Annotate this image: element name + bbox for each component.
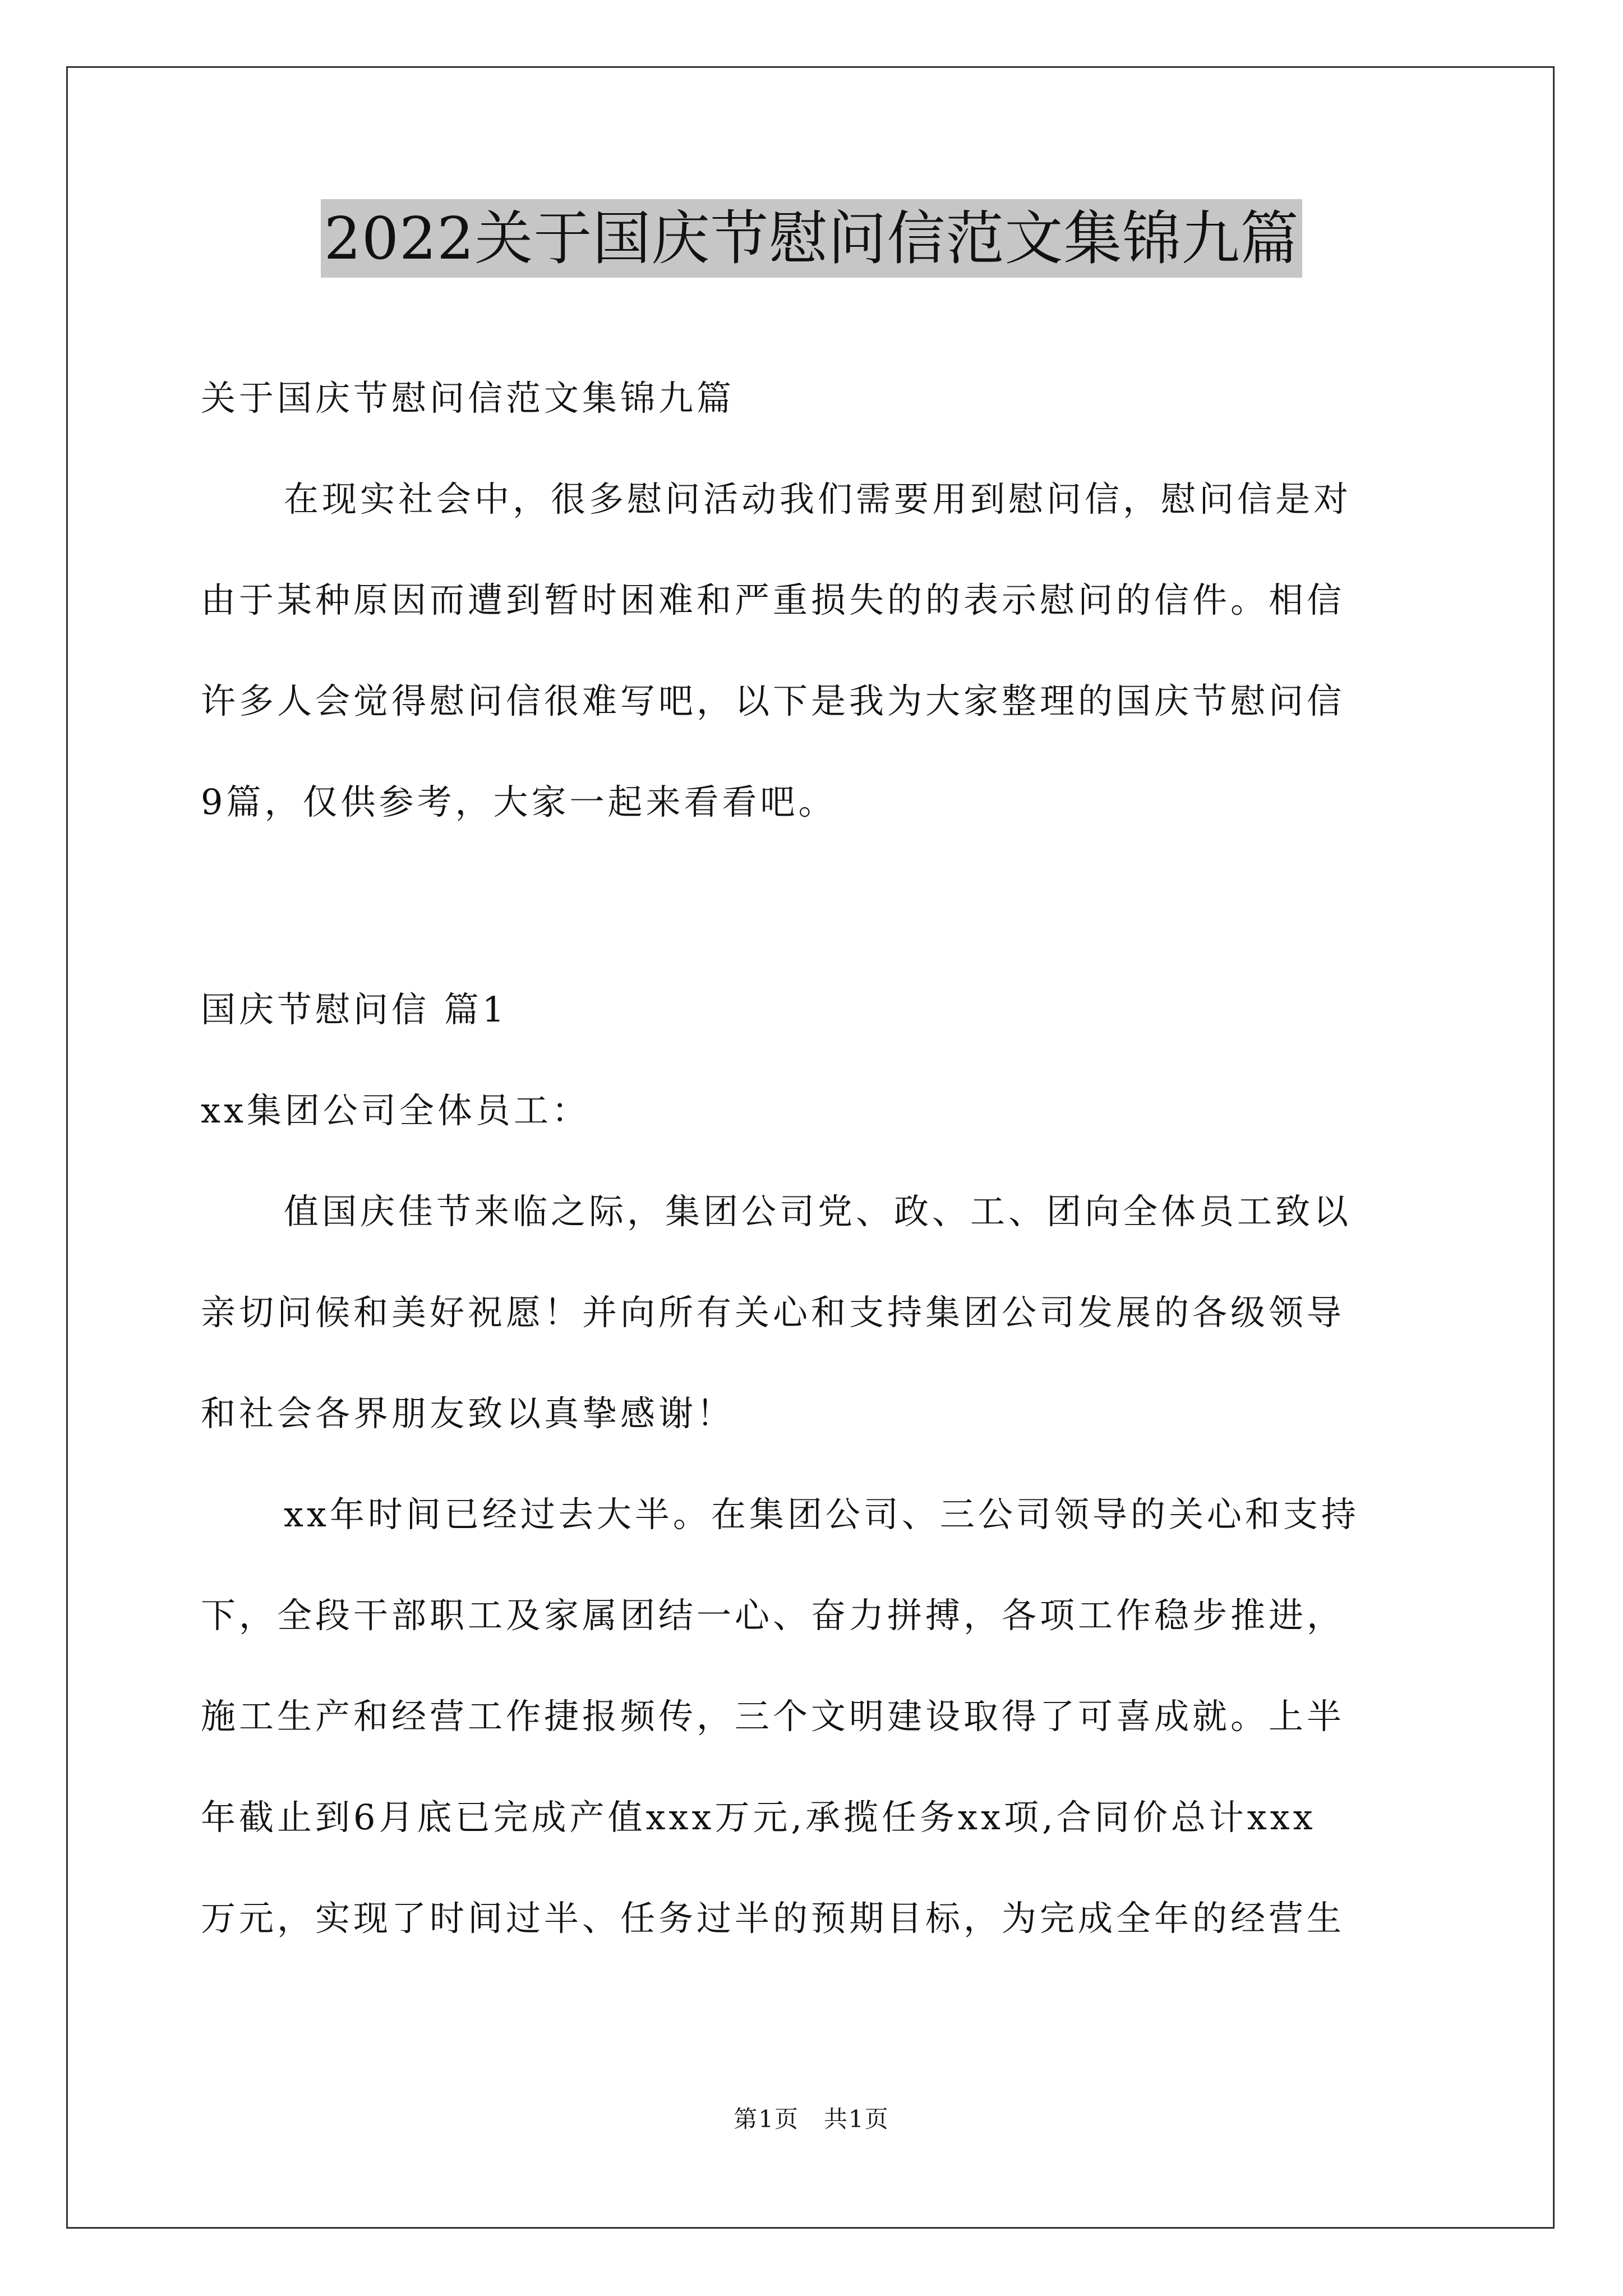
document-title: 2022关于国庆节慰问信范文集锦九篇 [321, 199, 1303, 278]
para1-line-2: 亲切问候和美好祝愿！并向所有关心和支持集团公司发展的各级领导 [201, 1292, 1345, 1333]
para1-line-3: 和社会各界朋友致以真挚感谢！ [201, 1393, 735, 1434]
para1-line-1: 值国庆佳节来临之际，集团公司党、政、工、团向全体员工致以 [284, 1191, 1352, 1232]
document-body [201, 348, 1435, 1969]
para2-line-2: 下，全段干部职工及家属团结一心、奋力拼搏，各项工作稳步推进， [201, 1595, 1345, 1636]
para2-line-4: 年截止到6月底已完成产值xxx万元,承揽任务xx项,合同价总计xxx [201, 1797, 1316, 1838]
intro-line-3: 许多人会觉得慰问信很难写吧，以下是我为大家整理的国庆节慰问信 [201, 680, 1345, 721]
intro-line-2: 由于某种原因而遭到暂时困难和严重损失的的表示慰问的信件。相信 [201, 579, 1345, 620]
page-footer: 第1页 共1页 [734, 2105, 889, 2133]
subtitle: 关于国庆节慰问信范文集锦九篇 [201, 378, 735, 418]
intro-line-4: 9篇，仅供参考，大家一起来看看吧。 [201, 781, 837, 822]
section-heading: 国庆节慰问信 篇1 [201, 989, 508, 1030]
title-container [0, 199, 1623, 278]
para2-line-5: 万元，实现了时间过半、任务过半的预期目标，为完成全年的经营生 [201, 1898, 1345, 1939]
intro-line-1: 在现实社会中，很多慰问活动我们需要用到慰问信，慰问信是对 [284, 478, 1352, 519]
para2-line-3: 施工生产和经营工作捷报频传，三个文明建设取得了可喜成就。上半 [201, 1696, 1345, 1737]
section-spacer [201, 853, 1435, 959]
para2-line-1: xx年时间已经过去大半。在集团公司、三公司领导的关心和支持 [284, 1494, 1359, 1535]
salutation: xx集团公司全体员工： [201, 1090, 590, 1131]
